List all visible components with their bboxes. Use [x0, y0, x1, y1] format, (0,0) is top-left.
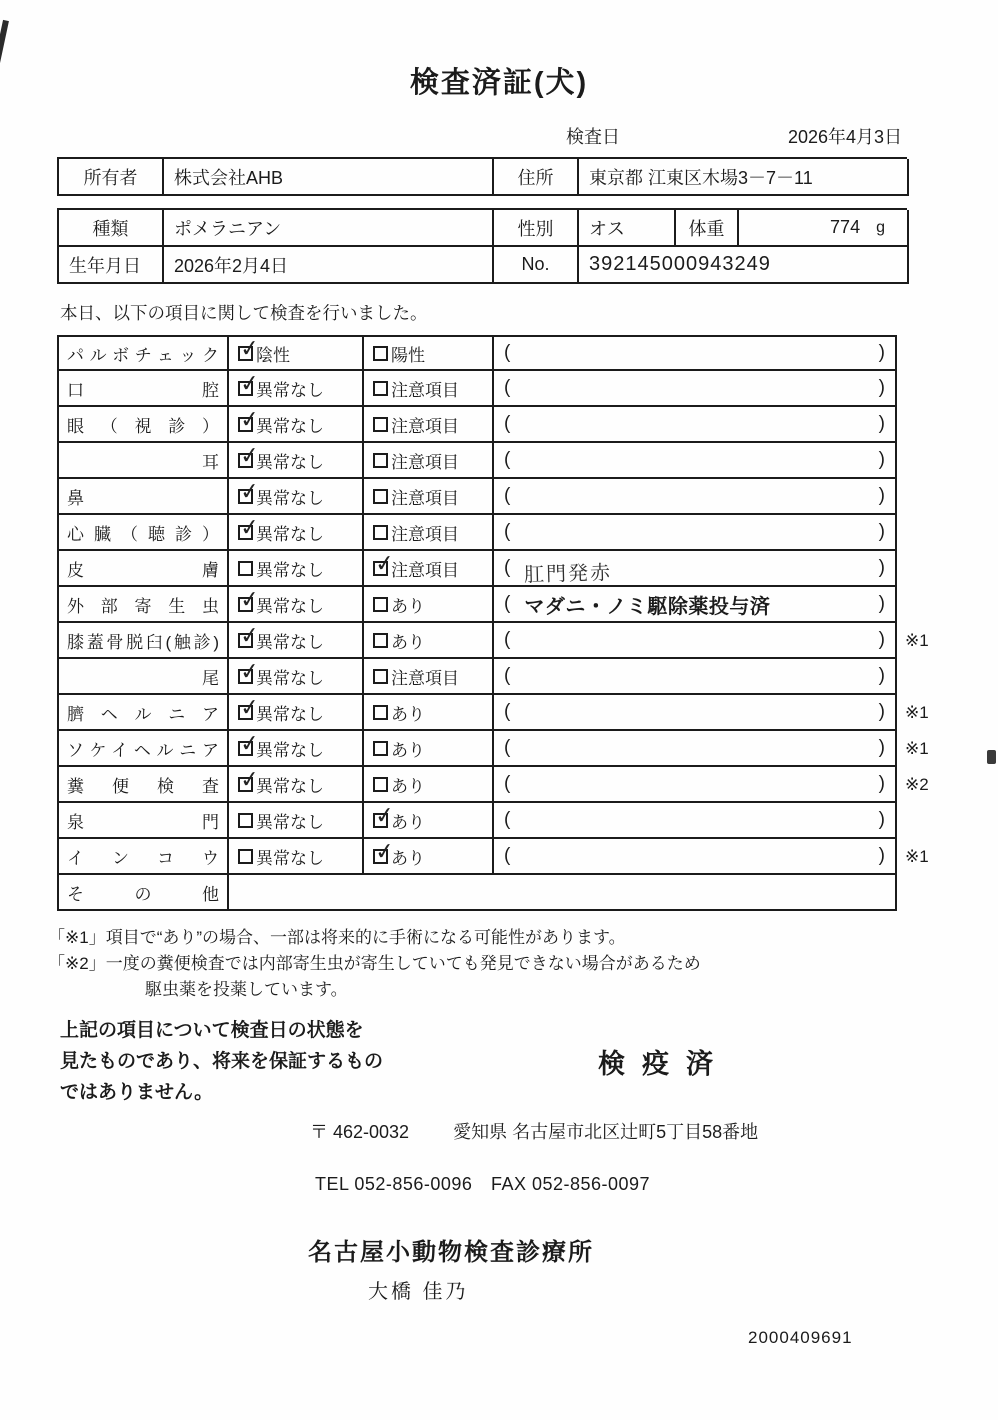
exam-option2-cell — [362, 548, 492, 587]
option2-label: あり — [391, 776, 425, 796]
option2-checkbox[interactable] — [373, 453, 388, 468]
exam-note-cell — [492, 623, 897, 659]
breed-label-cell: 種類 — [59, 210, 164, 247]
footnote-mark: ※1 — [905, 739, 929, 758]
option2-label: あり — [391, 812, 425, 832]
exam-item-label-cell — [57, 695, 227, 731]
footnote-mark — [897, 335, 935, 371]
option2-checkbox[interactable] — [373, 525, 388, 540]
close-paren: ) — [878, 485, 885, 506]
exam-option2-cell — [362, 587, 492, 623]
option2-checkbox[interactable] — [373, 800, 396, 829]
option1-checkbox[interactable] — [238, 476, 261, 505]
weight-value-cell — [739, 210, 909, 247]
exam-item-label-cell — [57, 479, 227, 515]
exam-option1-cell — [227, 551, 362, 587]
inspection-date-label: 検査日 — [566, 127, 620, 147]
option2-label: あり — [391, 596, 425, 616]
option1-checkbox[interactable] — [238, 728, 261, 757]
pet-info-table — [57, 208, 907, 284]
exam-note-cell — [492, 515, 897, 551]
footnote-mark: ※2 — [905, 775, 929, 794]
option1-checkbox[interactable] — [238, 584, 261, 613]
check-mark-icon: ✓ — [373, 836, 396, 865]
option1-checkbox[interactable] — [238, 764, 261, 793]
exam-item-label: 鼻 — [67, 488, 84, 508]
footnote-2-line1: 「※2」一度の糞便検査では内部寄生虫が寄生していても発見できない場合があるため — [48, 954, 701, 973]
close-paren: ) — [878, 665, 885, 686]
exam-note-cell — [492, 767, 897, 803]
serial-number: 2000409691 — [748, 1328, 853, 1347]
open-paren: ( — [504, 521, 511, 542]
exam-item-label-cell — [57, 731, 227, 767]
exam-option2-cell — [362, 695, 492, 731]
option1-label: 異常なし — [256, 524, 324, 544]
weight-label-cell: 体重 — [676, 210, 739, 247]
check-mark-icon: ✓ — [238, 333, 261, 362]
option1-checkbox[interactable] — [238, 692, 261, 721]
option1-label: 異常なし — [256, 452, 324, 472]
exam-table-row — [57, 764, 998, 803]
exam-option2-cell — [362, 479, 492, 515]
option2-checkbox[interactable] — [373, 548, 396, 577]
close-paren: ) — [878, 521, 885, 542]
footnote-mark — [897, 443, 935, 479]
clinic-name: 名古屋小動物検査診療所 — [308, 1239, 594, 1266]
option1-label: 陰性 — [256, 345, 290, 365]
exam-item-label-cell — [57, 839, 227, 875]
footnote-mark — [897, 515, 935, 551]
exam-option1-cell — [227, 476, 362, 515]
exam-option2-cell — [362, 371, 492, 407]
option1-checkbox[interactable] — [238, 813, 253, 828]
exam-option1-cell — [227, 404, 362, 443]
exam-table-row — [57, 512, 998, 551]
option2-label: 注意項目 — [391, 452, 459, 472]
option1-checkbox[interactable] — [238, 561, 253, 576]
option2-label: 注意項目 — [391, 668, 459, 688]
scan-artifact — [987, 750, 996, 764]
option2-checkbox[interactable] — [373, 346, 388, 361]
exam-table-row — [57, 728, 998, 767]
exam-option1-cell — [227, 440, 362, 479]
open-paren: ( — [504, 809, 511, 830]
exam-option2-cell — [362, 407, 492, 443]
option1-checkbox[interactable] — [238, 440, 261, 469]
option1-label: 異常なし — [256, 704, 324, 724]
exam-option2-cell — [362, 335, 492, 371]
document-title: 検査済証(犬) — [409, 67, 589, 99]
option2-checkbox[interactable] — [373, 741, 388, 756]
exam-table-row — [57, 836, 998, 875]
option2-checkbox[interactable] — [373, 381, 388, 396]
exam-item-label-cell — [57, 335, 227, 371]
option2-checkbox[interactable] — [373, 489, 388, 504]
clinic-phone-line: TEL 052-856-0096 FAX 052-856-0097 — [315, 1174, 651, 1194]
open-paren: ( — [504, 737, 511, 758]
disclaimer-line-2: 見たものであり、将来を保証するもの — [60, 1051, 384, 1072]
exam-option2-cell — [362, 515, 492, 551]
option2-label: 陽性 — [391, 345, 425, 365]
footnote-mark — [897, 371, 935, 407]
exam-note-cell — [492, 551, 897, 587]
option1-label: 異常なし — [256, 416, 324, 436]
exam-item-label-cell — [57, 407, 227, 443]
option2-checkbox[interactable] — [373, 777, 388, 792]
option2-label: 注意項目 — [391, 488, 459, 508]
exam-table-row — [57, 875, 998, 911]
footnote-mark — [897, 875, 935, 911]
owner-label-cell: 所有者 — [59, 159, 164, 196]
check-mark-icon: ✓ — [238, 584, 261, 613]
exam-option1-cell — [227, 512, 362, 551]
exam-item-label-cell — [57, 515, 227, 551]
veterinarian-name: 大橋 佳乃 — [368, 1281, 469, 1303]
close-paren: ) — [878, 701, 885, 722]
close-paren: ) — [878, 809, 885, 830]
disclaimer-line-3: ではありません。 — [60, 1082, 214, 1103]
option2-label: 注意項目 — [391, 524, 459, 544]
footnote-mark — [897, 803, 935, 839]
close-paren: ) — [878, 845, 885, 866]
option2-label: あり — [391, 704, 425, 724]
exam-item-label: 尾 — [67, 668, 236, 688]
open-paren: ( — [504, 701, 511, 722]
open-paren: ( — [504, 413, 511, 434]
exam-item-label: 臍ヘルニア — [67, 704, 219, 724]
exam-note-cell — [492, 695, 897, 731]
exam-item-label-cell — [57, 875, 227, 911]
footnote-1: 「※1」項目で“あり”の場合、一部は将来的に手術になる可能性があります。 — [48, 928, 626, 947]
check-mark-icon: ✓ — [238, 620, 261, 649]
option2-label: あり — [391, 632, 425, 652]
disclaimer-row — [60, 1015, 998, 1108]
close-paren: ) — [878, 737, 885, 758]
exam-note-cell — [492, 335, 897, 371]
exam-note-cell — [492, 443, 897, 479]
option1-label: 異常なし — [256, 560, 324, 580]
breed-value-cell: ポメラニアン — [164, 210, 494, 247]
option1-label: 異常なし — [256, 812, 324, 832]
open-paren: ( — [504, 449, 511, 470]
option1-checkbox[interactable] — [238, 849, 253, 864]
exam-item-label-cell — [57, 767, 227, 803]
footnote-mark — [897, 479, 935, 515]
owner-value-cell: 株式会社AHB — [164, 159, 494, 196]
exam-note-cell — [492, 407, 897, 443]
clinic-address: 愛知県 名古屋市北区辻町5丁目58番地 — [453, 1122, 759, 1142]
exam-table-row — [57, 692, 998, 731]
exam-note-cell — [492, 659, 897, 695]
footnote-mark — [897, 407, 935, 443]
exam-table-row — [57, 584, 998, 623]
option1-label: 異常なし — [256, 380, 324, 400]
exam-item-label: 心臓（聴診） — [67, 524, 219, 544]
check-mark-icon: ✓ — [238, 512, 261, 541]
exam-item-label-cell — [57, 371, 227, 407]
sex-label-cell: 性別 — [494, 210, 579, 247]
exam-table-row — [57, 620, 998, 659]
option1-label: 異常なし — [256, 848, 324, 868]
option2-checkbox[interactable] — [373, 417, 388, 432]
close-paren: ) — [878, 773, 885, 794]
option1-label: 異常なし — [256, 668, 324, 688]
exam-table-row — [57, 656, 998, 695]
exam-option2-cell — [362, 443, 492, 479]
footnote-mark — [897, 551, 935, 587]
option2-checkbox[interactable] — [373, 705, 388, 720]
exam-note-text: 肛門発赤 — [524, 561, 613, 586]
exam-item-label: 膝蓋骨脱臼(触診) — [67, 632, 219, 652]
option2-label: あり — [391, 848, 425, 868]
exam-item-label-cell — [57, 803, 227, 839]
option2-label: 注意項目 — [391, 380, 459, 400]
exam-option2-cell — [362, 767, 492, 803]
exam-item-label: パルボチェック — [67, 345, 219, 365]
disclaimer-line-1: 上記の項目について検査日の状態を — [60, 1020, 364, 1041]
inspection-date-value: 2026年4月3日 — [788, 127, 903, 147]
microchip-no-value-cell: 392145000943249 — [579, 247, 909, 284]
open-paren: ( — [504, 593, 511, 614]
address-label-cell: 住所 — [494, 159, 579, 196]
exam-item-label: 眼（視診） — [67, 416, 219, 436]
exam-option2-cell — [362, 836, 492, 875]
close-paren: ) — [878, 629, 885, 650]
option1-checkbox[interactable] — [238, 368, 261, 397]
footnote-mark: ※1 — [905, 631, 929, 650]
exam-item-label-cell — [57, 551, 227, 587]
exam-option2-cell — [362, 800, 492, 839]
microchip-no-label-cell: No. — [494, 247, 579, 284]
exam-option2-cell — [362, 659, 492, 695]
open-paren: ( — [504, 629, 511, 650]
option1-label: 異常なし — [256, 632, 324, 652]
exam-item-label: 外部寄生虫 — [67, 596, 219, 616]
exam-option2-cell — [362, 623, 492, 659]
open-paren: ( — [504, 342, 511, 363]
option1-checkbox[interactable] — [238, 656, 261, 685]
exam-option1-cell — [227, 335, 362, 371]
check-mark-icon: ✓ — [238, 440, 261, 469]
option2-checkbox[interactable] — [373, 669, 388, 684]
exam-option1-cell — [227, 803, 362, 839]
exam-item-label: 糞便検査 — [67, 776, 219, 796]
footnote-mark: ※1 — [905, 703, 929, 722]
exam-note-cell — [227, 875, 897, 911]
exam-item-label: 泉門 — [67, 812, 219, 832]
postal-code: 〒 462-0032 — [310, 1122, 410, 1142]
exam-item-label-cell — [57, 443, 236, 479]
option2-label: 注意項目 — [391, 416, 459, 436]
exam-item-label: 耳 — [67, 452, 236, 472]
check-mark-icon: ✓ — [373, 800, 396, 829]
exam-table-row — [57, 548, 998, 587]
exam-note-cell — [492, 839, 897, 875]
check-mark-icon: ✓ — [238, 368, 261, 397]
exam-item-label: その他 — [67, 884, 219, 904]
sex-value-cell: オス — [579, 210, 676, 247]
option2-checkbox[interactable] — [373, 633, 388, 648]
footnote-mark — [897, 659, 935, 695]
close-paren: ) — [878, 342, 885, 363]
exam-table-row — [57, 404, 998, 443]
inspection-date-row — [0, 123, 998, 149]
exam-table-row — [57, 440, 998, 479]
option2-checkbox[interactable] — [373, 836, 396, 865]
exam-table-row — [57, 335, 998, 371]
disclaimer-text — [60, 1015, 383, 1108]
exam-note-cell — [492, 803, 897, 839]
exam-option1-cell — [227, 620, 362, 659]
check-mark-icon: ✓ — [238, 656, 261, 685]
weight-unit: g — [876, 218, 885, 236]
exam-table — [57, 335, 998, 911]
footnote-mark — [897, 587, 935, 623]
exam-option1-cell — [227, 368, 362, 407]
weight-value: 774 — [830, 217, 861, 237]
exam-table-row — [57, 368, 998, 407]
exam-note-cell — [492, 587, 897, 623]
exam-item-label: ソケイヘルニア — [67, 740, 219, 760]
footnote-mark: ※1 — [905, 847, 929, 866]
address-value-cell: 東京都 江東区木場3－7－11 — [579, 159, 909, 196]
check-mark-icon: ✓ — [238, 728, 261, 757]
exam-item-label-cell — [57, 623, 227, 659]
option2-label: あり — [391, 740, 425, 760]
exam-option2-cell — [362, 731, 492, 767]
birthdate-label-cell: 生年月日 — [59, 247, 164, 284]
intro-text: 本日、以下の項目に関して検査を行いました。 — [60, 303, 428, 323]
footnotes-block — [48, 925, 998, 1003]
close-paren: ) — [878, 557, 885, 578]
exam-item-label: 口腔 — [67, 380, 219, 400]
close-paren: ) — [878, 449, 885, 470]
option1-label: 異常なし — [256, 740, 324, 760]
close-paren: ) — [878, 593, 885, 614]
option1-checkbox[interactable] — [238, 333, 261, 362]
option2-checkbox[interactable] — [373, 597, 388, 612]
open-paren: ( — [504, 773, 511, 794]
exam-table-row — [57, 800, 998, 839]
clinic-address-line — [310, 1118, 998, 1144]
open-paren: ( — [504, 377, 511, 398]
exam-note-cell — [492, 731, 897, 767]
open-paren: ( — [504, 485, 511, 506]
footnote-2-line2: 駆虫薬を投薬しています。 — [145, 980, 348, 999]
exam-table-row — [57, 476, 998, 515]
option1-label: 異常なし — [256, 596, 324, 616]
exam-item-label: 皮膚 — [67, 560, 219, 580]
open-paren: ( — [504, 557, 511, 578]
quarantine-passed-stamp: 検疫済 — [598, 1049, 731, 1079]
open-paren: ( — [504, 665, 511, 686]
birthdate-value-cell: 2026年2月4日 — [164, 247, 494, 284]
exam-item-label-cell — [57, 587, 227, 623]
exam-note-cell — [492, 479, 897, 515]
exam-option1-cell — [227, 692, 362, 731]
exam-item-label-cell — [57, 659, 236, 695]
owner-info-table — [57, 157, 907, 196]
exam-note-text: マダニ・ノミ駆除薬投与済 — [524, 595, 771, 618]
exam-option1-cell — [227, 839, 362, 875]
check-mark-icon: ✓ — [238, 404, 261, 433]
exam-option1-cell — [227, 764, 362, 803]
close-paren: ) — [878, 377, 885, 398]
check-mark-icon: ✓ — [238, 692, 261, 721]
option2-label: 注意項目 — [391, 560, 459, 580]
exam-option1-cell — [227, 656, 362, 695]
exam-option1-cell — [227, 728, 362, 767]
close-paren: ) — [878, 413, 885, 434]
exam-item-label: インコウ — [67, 848, 219, 868]
option1-label: 異常なし — [256, 488, 324, 508]
exam-option1-cell — [227, 584, 362, 623]
option1-checkbox[interactable] — [238, 404, 261, 433]
open-paren: ( — [504, 845, 511, 866]
option1-checkbox[interactable] — [238, 512, 261, 541]
option1-label: 異常なし — [256, 776, 324, 796]
check-mark-icon: ✓ — [373, 548, 396, 577]
check-mark-icon: ✓ — [238, 476, 261, 505]
option1-checkbox[interactable] — [238, 620, 261, 649]
check-mark-icon: ✓ — [238, 764, 261, 793]
exam-note-cell — [492, 371, 897, 407]
